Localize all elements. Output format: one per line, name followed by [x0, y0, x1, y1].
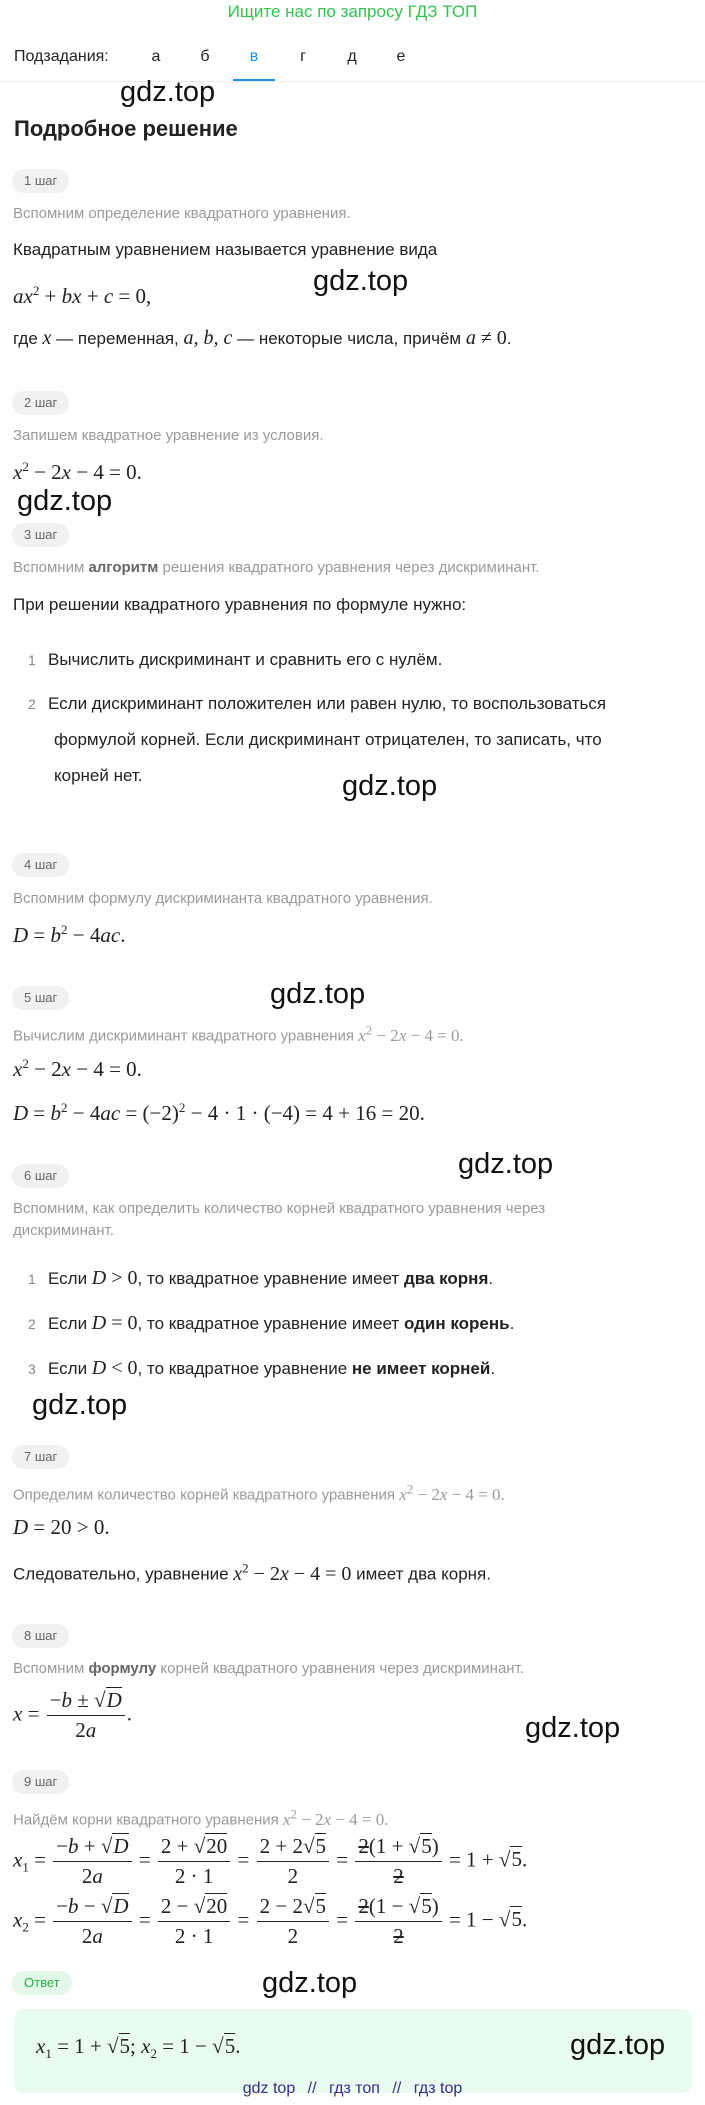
list-item: формулой корней. Если дискриминант отрицателен, то записать, что — [54, 730, 602, 749]
footer — [0, 2080, 705, 2098]
step-text: Следовательно, уравнение $x^2 - 2x - 4 = 0$ имеет два корня. — [13, 1560, 491, 1585]
watermark: gdz.top — [342, 770, 438, 802]
step-badge: 7 шаг — [12, 1445, 69, 1469]
step-hint: Вспомним формулу корней квадратного уравнения через дискриминант. — [13, 1660, 524, 1677]
formula-root-x2: $x_2$ = $\frac{-b - √D}{2a}$ = $\frac{2 - √20}{2 \cdot 1}$ = $\frac{2 - 2√5}{2}$ = $\frac{2(1 - √5)}{2}$ = 1 − √5. — [13, 1894, 528, 1948]
step-badge: 3 шаг — [12, 523, 69, 547]
watermark: gdz.top — [570, 2029, 666, 2061]
watermark: gdz.top — [458, 1148, 554, 1180]
page-title: Подробное решение — [14, 116, 238, 141]
list-number: 1 — [28, 1271, 36, 1287]
formula-discriminant-calc: $D = b^2 - 4ac = (-2)^2 - 4 \cdot 1 \cdot (-4) = 4 + 16 = 20$. — [13, 1100, 425, 1125]
formula-discriminant: $D = b^2 - 4ac$. — [13, 922, 126, 947]
step-hint: Вычислим дискриминант квадратного уравнения $x^2 - 2x - 4 = 0$. — [13, 1022, 464, 1045]
step-hint: Запишем квадратное уравнение из условия. — [13, 427, 324, 444]
watermark: gdz.top — [313, 265, 409, 297]
formula-root-x1: $x_1$ = $\frac{-b + √D}{2a}$ = $\frac{2 + √20}{2 \cdot 1}$ = $\frac{2 + 2√5}{2}$ = $\frac{2(1 + √5)}{2}$ = 1 + √5. — [13, 1834, 528, 1888]
watermark: gdz.top — [525, 1712, 621, 1744]
tab-e[interactable]: е — [396, 48, 406, 65]
tab-v[interactable]: в — [249, 48, 259, 65]
watermark: gdz.top — [270, 978, 366, 1010]
list-item: Если D > 0, то квадратное уравнение имеет два корня. — [48, 1267, 494, 1289]
footer-separator: // — [392, 2080, 402, 2097]
list-number: 3 — [28, 1361, 36, 1377]
tabs-divider — [0, 81, 705, 82]
list-number: 2 — [28, 696, 36, 712]
watermark: gdz.top — [17, 485, 113, 517]
footer-link[interactable]: гдз топ — [329, 2080, 380, 2097]
formula-discriminant-value: D = 20 > 0. — [13, 1515, 110, 1539]
step-text: При решении квадратного уравнения по формуле нужно: — [13, 595, 467, 614]
list-item: корней нет. — [54, 766, 143, 785]
answer-badge: Ответ — [12, 1971, 72, 1995]
step-hint: Вспомним определение квадратного уравнения. — [13, 205, 351, 222]
step-badge: 1 шаг — [12, 169, 69, 193]
list-item: Если D = 0, то квадратное уравнение имеет один корень. — [48, 1312, 515, 1334]
tab-d[interactable]: д — [347, 48, 357, 65]
answer-formula: $x_1 = 1 + √5$; $x_2 = 1 - √5$. — [36, 2034, 241, 2062]
formula-quadratic-general: $ax^2$ + bx + c = 0, — [13, 283, 152, 308]
step-badge: 9 шаг — [12, 1770, 69, 1794]
step-hint: Определим количество корней квадратного уравнения $x^2 - 2x - 4 = 0$. — [13, 1481, 505, 1504]
list-number: 1 — [28, 652, 36, 668]
list-item: Если D < 0, то квадратное уравнение не имеет корней. — [48, 1357, 496, 1379]
tab-g[interactable]: г — [300, 48, 306, 65]
watermark: gdz.top — [262, 1967, 358, 1999]
step-hint: Вспомним, как определить количество корней квадратного уравнения через — [13, 1200, 546, 1217]
step-hint: Вспомним формулу дискриминанта квадратного уравнения. — [13, 890, 433, 907]
subtasks-label: Подзадания: — [14, 48, 109, 65]
list-number: 2 — [28, 1316, 36, 1332]
footer-link[interactable]: гдз top — [413, 2080, 463, 2097]
formula-equation: $x^2 - 2x - 4 = 0$. — [13, 1056, 142, 1081]
watermark: gdz.top — [32, 1389, 128, 1421]
formula-roots: x = $\frac{-b \pm √D}{2a}$ . — [13, 1688, 132, 1742]
step-text: где x — переменная, a, b, c — некоторые числа, причём a ≠ 0. — [13, 327, 512, 349]
list-item: Если дискриминант положителен или равен нулю, то воспользоваться — [48, 694, 607, 713]
step-badge: 5 шаг — [12, 986, 69, 1010]
step-badge: 6 шаг — [12, 1164, 69, 1188]
step-badge: 2 шаг — [12, 391, 69, 415]
watermark: gdz.top — [120, 76, 216, 108]
list-item: Вычислить дискриминант и сравнить его с нулём. — [48, 650, 443, 669]
step-hint: Найдём корни квадратного уравнения $x^2 - 2x - 4 = 0$. — [13, 1806, 389, 1829]
step-hint: Вспомним алгоритм решения квадратного уравнения через дискриминант. — [13, 559, 540, 576]
footer-separator: // — [307, 2080, 317, 2097]
step-text: Квадратным уравнением называется уравнение вида — [13, 240, 438, 259]
top-banner: Ищите нас по запросу ГДЗ ТОП — [227, 2, 478, 21]
formula-equation: $x^2 - 2x - 4 = 0$. — [13, 459, 142, 484]
step-badge: 8 шаг — [12, 1624, 69, 1648]
step-hint: дискриминант. — [13, 1222, 114, 1239]
tab-a[interactable]: а — [151, 48, 161, 65]
step-badge: 4 шаг — [12, 853, 69, 877]
tab-b[interactable]: б — [200, 48, 210, 65]
footer-link[interactable]: gdz top — [242, 2080, 296, 2097]
